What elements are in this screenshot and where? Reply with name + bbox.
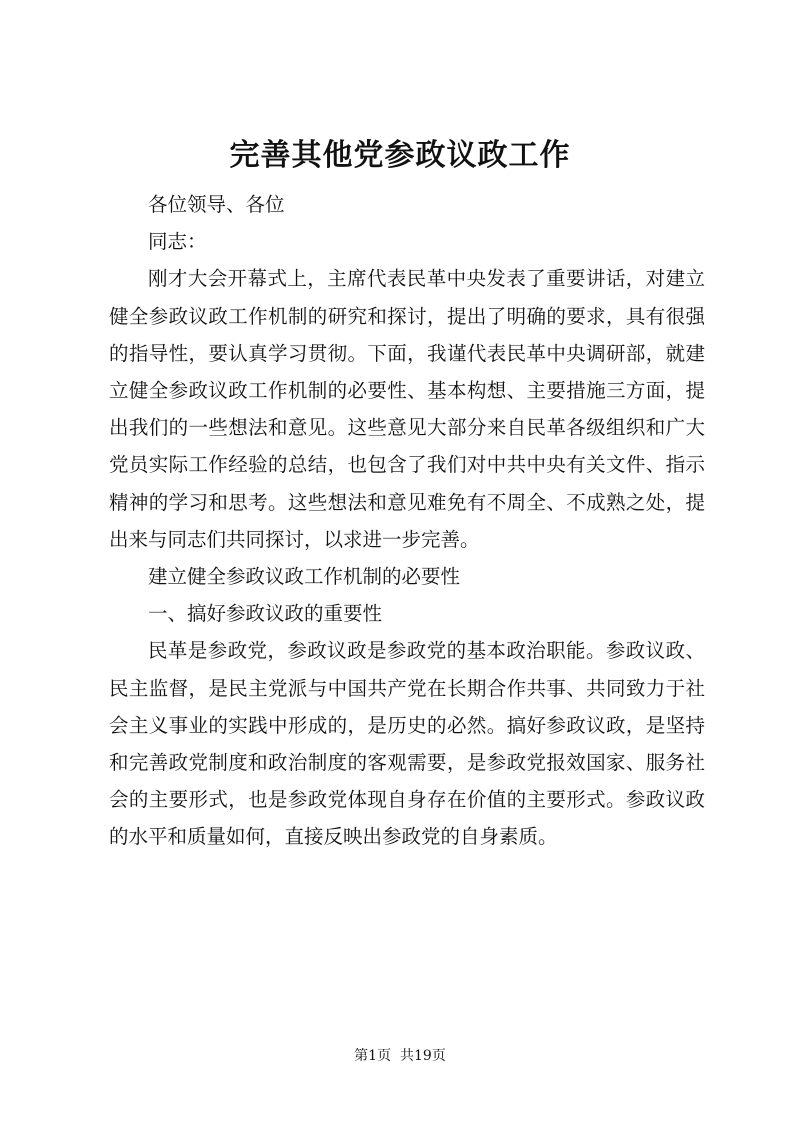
salutation-line-1: 各位领导、各位 [148,193,285,216]
document-title: 完善其他党参政议政工作 [229,138,571,173]
page-label-mid: 页 共 [377,1048,414,1064]
salutation-line-2: 同志： [148,230,207,254]
paragraph-intro: 刚才大会开幕式上，主席代表民革中央发表了重要讲话，对建立健全参政议政工作机制的研究和探讨，提出了明确的要求，具有很强的指导性，要认真学习贯彻。下面，我谨代表民革中央调研部，就建立健全参政议政工作机制的必要性、基本构想、主要措施三方面，提出我们的一些想法和意见。这些意见大部分来自民革各级组织和广大党员实际工作经验的总结，也包含了我们对中共中央有关文件、指示精神的学习和思考。这些想法和意见难免有不周全、不成熟之处，提出来与同志们共同探讨，以求进一步完善。 [109,267,705,551]
current-page-number: 1 [368,1048,378,1064]
document-body [109,186,705,856]
paragraph-importance: 民革是参政党，参政议政是参政党的基本政治职能。参政议政、民主监督，是民主党派与中国共产党在长期合作共事、共同致力于社会主义事业的实践中形成的，是历史的必然。搞好参政议政，是坚持和完善政党制度和政治制度的客观需要，是参政党报效国家、服务社会的主要形式，也是参政党体现自身存在价值的主要形式。参政议政的水平和质量如何，直接反映出参政党的自身素质。 [109,639,705,849]
subsection-heading: 一、搞好参政议政的重要性 [148,602,383,626]
total-pages-number: 19 [414,1048,432,1064]
page-footer [0,1046,800,1066]
page-label-prefix: 第 [354,1048,369,1064]
section-heading: 建立健全参政议政工作机制的必要性 [148,565,461,589]
page-label-suffix: 页 [431,1048,446,1064]
